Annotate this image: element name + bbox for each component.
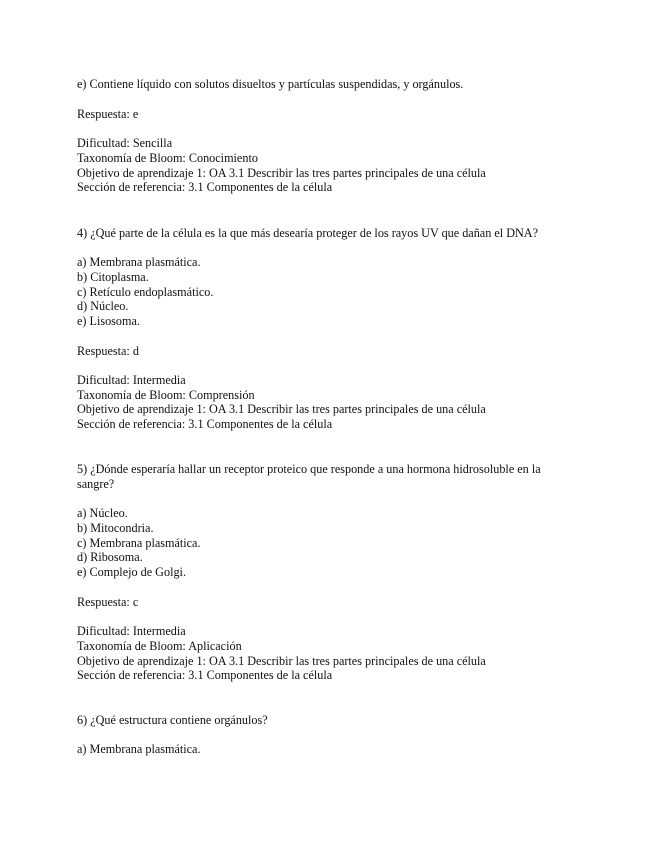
question-4-option-a: a) Membrana plasmática. xyxy=(77,255,201,269)
answer-line: Respuesta: e xyxy=(77,107,139,121)
difficulty-line: Dificultad: Sencilla xyxy=(77,136,173,150)
question-5-option-a: a) Núcleo. xyxy=(77,506,128,520)
question-4-bloom-taxonomy: Taxonomía de Bloom: Comprensión xyxy=(77,388,255,402)
reference-section-line: Sección de referencia: 3.1 Componentes de la célula xyxy=(77,180,333,194)
question-6-option-a: a) Membrana plasmática. xyxy=(77,742,201,756)
question-5-answer: Respuesta: c xyxy=(77,595,139,609)
question-4-learning-objective: Objetivo de aprendizaje 1: OA 3.1 Describir las tres partes principales de una célula xyxy=(77,402,486,416)
question-5-text-line-2: sangre? xyxy=(77,477,115,491)
question-5-option-d: d) Ribosoma. xyxy=(77,550,143,564)
question-5-difficulty: Dificultad: Intermedia xyxy=(77,624,186,638)
question-4-option-b: b) Citoplasma. xyxy=(77,270,149,284)
question-5-option-e: e) Complejo de Golgi. xyxy=(77,565,186,579)
question-4-option-d: d) Núcleo. xyxy=(77,299,129,313)
question-4-option-c: c) Retículo endoplasmático. xyxy=(77,285,214,299)
question-5-reference-section: Sección de referencia: 3.1 Componentes de la célula xyxy=(77,668,333,682)
question-6-text: 6) ¿Qué estructura contiene orgánulos? xyxy=(77,713,268,727)
question-4-text: 4) ¿Qué parte de la célula es la que más desearía proteger de los rayos UV que dañan el DNA? xyxy=(77,226,539,240)
question-5-bloom-taxonomy: Taxonomía de Bloom: Aplicación xyxy=(77,639,242,653)
question-4-answer: Respuesta: d xyxy=(77,344,139,358)
question-4-reference-section: Sección de referencia: 3.1 Componentes de la célula xyxy=(77,417,333,431)
question-5-option-c: c) Membrana plasmática. xyxy=(77,536,201,550)
bloom-taxonomy-line: Taxonomía de Bloom: Conocimiento xyxy=(77,151,258,165)
learning-objective-line: Objetivo de aprendizaje 1: OA 3.1 Describir las tres partes principales de una célula xyxy=(77,166,486,180)
question-4-difficulty: Dificultad: Intermedia xyxy=(77,373,186,387)
question-4-option-e: e) Lisosoma. xyxy=(77,314,140,328)
question-5-text-line-1: 5) ¿Dónde esperaría hallar un receptor proteico que responde a una hormona hidrosoluble en la xyxy=(77,462,541,476)
option-e-line: e) Contiene líquido con solutos disueltos y partículas suspendidas, y orgánulos. xyxy=(77,77,464,91)
question-5-option-b: b) Mitocondria. xyxy=(77,521,154,535)
question-5-learning-objective: Objetivo de aprendizaje 1: OA 3.1 Describir las tres partes principales de una célula xyxy=(77,654,486,668)
